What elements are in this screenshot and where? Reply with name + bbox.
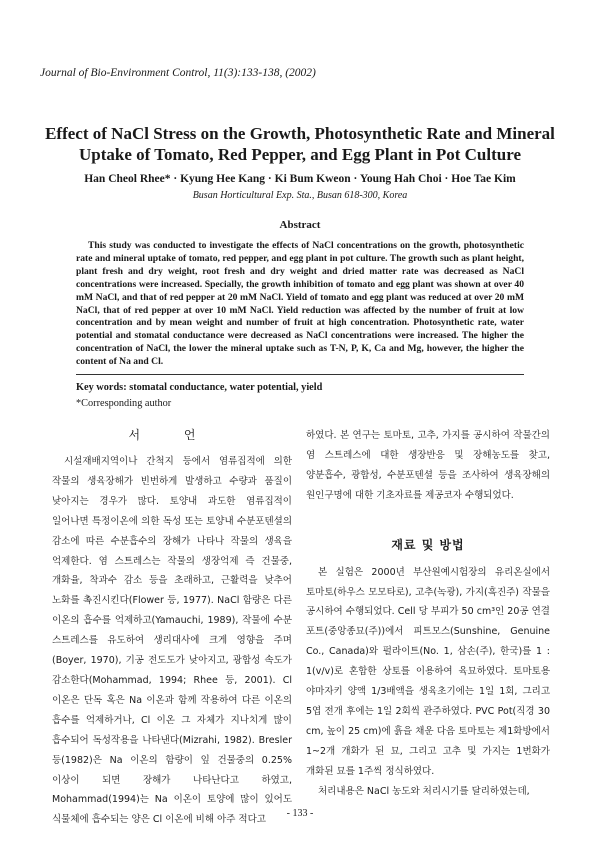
right-column xyxy=(306,426,550,802)
journal-citation xyxy=(40,67,316,79)
abstract-heading: Abstract xyxy=(279,219,321,231)
page-number: - 133 - xyxy=(286,808,314,819)
abstract-text: This study was conducted to investigate the effects of NaCl concentrations on the growth, photosynthetic rate and mineral uptake of tomato, red pepper, and egg plant in pot culture. The growth such as plant height, plant fresh and dry weight, root fresh and dry weight and dried matter rate was decreased as NaCl concentrations were increased. Specially, the growth inhibition of tomato and egg plant was shown at over 40 mM NaCl, and that of red pepper at 20 mM NaCl. Yield of tomato and egg plant was reduced at over 20 mM NaCl, that of red pepper at over 10 mM NaCl. Yield reduction was affected by the number of fruit at low concentration and by mean weight and number of fruit at high concentration. Photosynthetic rate, water potential and stomatal conductance were decreased as NaCl concentrations were increased. The higher the concentration of NaCl, the lower the mineral uptake such as T-N, P, K, Ca and Mg, however, the higher the content of Na and Cl. xyxy=(76,240,524,368)
intro-paragraph-continued: 하였다. 본 연구는 토마토, 고추, 가지를 공시하여 작물간의 염 스트레스에 대한 생장반응 및 장해농도를 찾고, 양분흡수, 광합성, 수분포텐셜 등을 조사하여 생육장해의 원인구명에 대한 기초자료를 제공코자 수행되었다. xyxy=(306,430,550,501)
journal-name: Journal of Bio-Environment Control, xyxy=(40,67,211,79)
intro-paragraph: 시설재배지역이나 간척지 등에서 염류집적에 의한 작물의 생육장해가 빈번하게 발생하고 수량과 품질이 낮아지는 경우가 많다. 토양내 과도한 염류집적이 일어나면 특정이온에 의한 독성 또는 토양내 수분포텐셜의 감소에 따른 수분흡수의 장해가 나타나 작물의 생육을 억제한다. 염 스트레스는 작물의 생장억제 즉 건물중, 개화율, 착과수 감소 등을 초래하고, 근활력을 낮추어 노화를 촉진시킨다(Flower 등, 1977). NaCl 함량은 다른 이온의 흡수를 억제하고(Yamauchi, 1989), 작물에 수분 스트레스를 유도하여 생리대사에 크게 영향을 주며(Boyer, 1970), 기공 전도도가 낮아지고, 광합성 속도가 감소한다(Mohammad, 1994; Rhee 등, 2001). Cl 이온은 단독 혹은 Na 이온과 함께 작용하여 다른 이온의 흡수를 억제하거나, Cl 이온 그 자체가 지나치게 많이 흡수되어 독성작용을 나타낸다(Mizrahi, 1982). Bresler 등(1982)은 Na 이온의 함량이 잎 건물중의 0.25% 이상이 되면 장해가 나타난다고 하였고, Mohammad(1994)는 Na 이온이 토양에 많이 있어도 식물체에 흡수되는 양은 Cl 이온에 비해 아주 적다고 xyxy=(52,456,292,826)
left-column xyxy=(52,426,292,830)
affiliation: Busan Horticultural Exp. Sta., Busan 618-300, Korea xyxy=(192,190,408,201)
methods-heading: 재료 및 방법 xyxy=(391,537,465,552)
methods-paragraph: 본 실험은 2000년 부산원예시험장의 유리온실에서 토마토(하우스 모모타로), 고추(녹광), 가지(흑진주) 작물을 공시하여 수행되었다. Cell 당 부피가 50 cm³인 20공 연결 포트(중앙종묘(주))에서 피트모스(Sunshine, Genuine Co., Canada)와 펄라이트(No. 1, 삼손(주), 한국)를 1 : 1(v/v)로 혼합한 상토를 이용하여 육묘하였다. 토마토용 야마자키 양액 1/3배액을 생육초기에는 1일 1회, 그리고 5엽 전개 후에는 1일 2회씩 관주하였다. PVC Pot(직경 30 cm, 높이 25 cm)에 흙을 채운 다음 토마토는 제1화방에서 1~2개 개화가 된 묘, 그리고 고추 및 가지는 1번화가 개화된 묘를 1주씩 정식하였다. xyxy=(306,566,550,777)
journal-issue: 11(3):133-138, (2002) xyxy=(210,67,316,79)
methods-paragraph-2: 처리내용은 NaCl 농도와 처리시기를 달리하였는데, xyxy=(318,785,530,797)
keywords: Key words: stomatal conductance, water potential, yield xyxy=(76,382,323,393)
paper-title: Effect of NaCl Stress on the Growth, Photosynthetic Rate and Mineral Uptake of Tomato, Red Pepper, and Egg Plant in Pot Culture xyxy=(45,124,555,164)
abstract-divider xyxy=(76,374,524,375)
author-list: Han Cheol Rhee* · Kyung Hee Kang · Ki Bum Kweon · Young Hah Choi · Hoe Tae Kim xyxy=(84,173,516,185)
intro-heading: 서 언 xyxy=(128,428,216,442)
corresponding-author-note: *Corresponding author xyxy=(76,398,172,409)
